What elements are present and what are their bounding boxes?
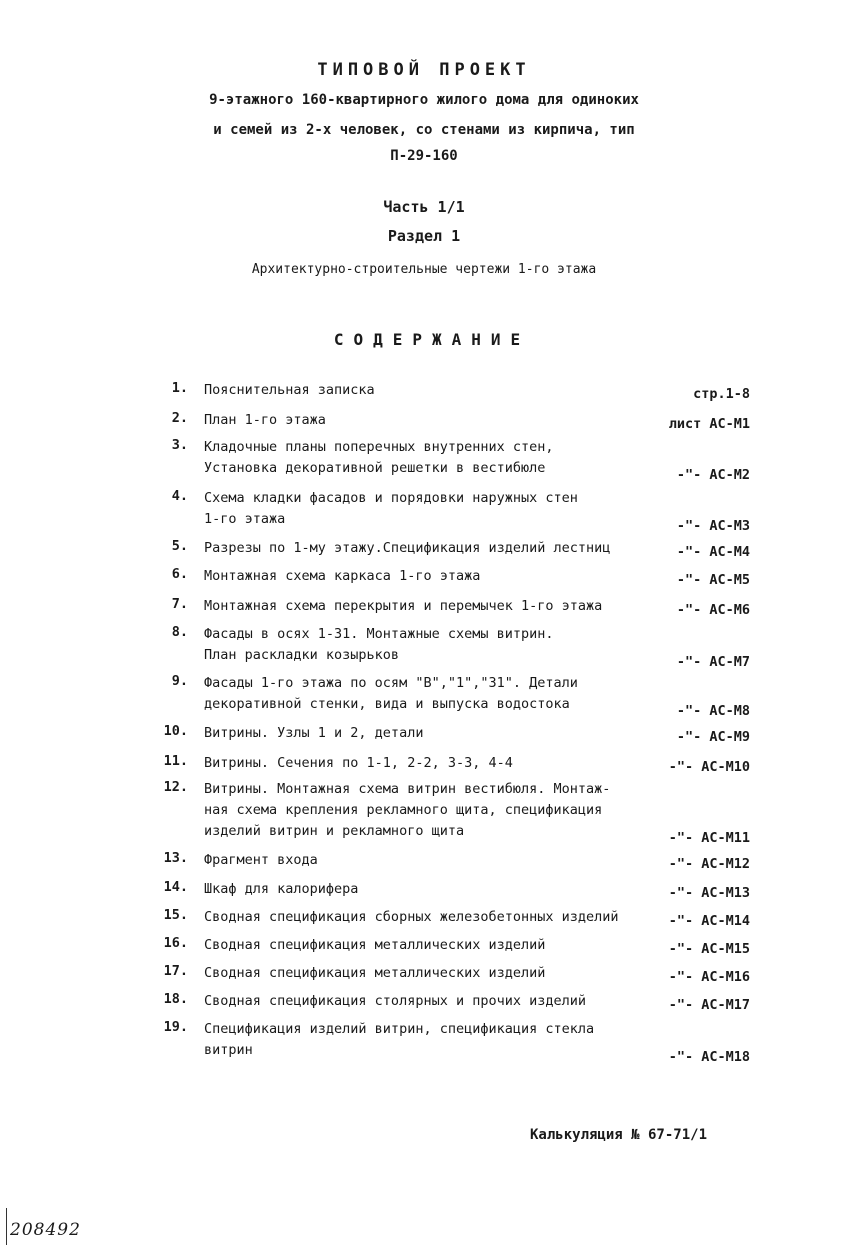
toc-entry-number: 3. [171, 437, 188, 453]
toc-entry-sheet-ref: -"- АС-М10 [668, 759, 750, 775]
toc-entry-sheet-ref: -"- АС-М7 [676, 654, 750, 670]
toc-entry-title-line: витрин [204, 1042, 253, 1058]
toc-entry-title-line: Сводная спецификация металлических изделий [204, 965, 546, 981]
toc-entry-title-line: Пояснительная записка [204, 382, 375, 398]
toc-entry-sheet-ref: -"- АС-М9 [676, 729, 750, 745]
toc-entry-number: 9. [171, 673, 188, 689]
toc-entry-title-line: Витрины. Узлы 1 и 2, детали [204, 725, 424, 741]
toc-entry-title [204, 673, 654, 715]
project-title-line-1: 9-этажного 160-квартирного жилого дома для одиноких [209, 92, 639, 108]
toc-entry-number: 6. [171, 566, 188, 582]
toc-entry-number: 5. [171, 538, 188, 554]
toc-entry-title [204, 410, 654, 431]
part-label: Часть 1/1 [383, 198, 465, 216]
toc-entry-number: 8. [171, 624, 188, 640]
toc-entry-title-line: Фрагмент входа [204, 852, 318, 868]
section-label: Раздел 1 [387, 227, 461, 245]
toc-entry-number: 16. [163, 935, 188, 951]
toc-entry-number: 14. [163, 879, 188, 895]
calculation-number: Калькуляция № 67-71/1 [530, 1127, 708, 1143]
toc-entry-sheet-ref: -"- АС-М13 [668, 885, 750, 901]
toc-entry-title [204, 437, 654, 479]
toc-entry-number: 10. [163, 723, 188, 739]
toc-entry-title-line: Сводная спецификация столярных и прочих изделий [204, 993, 587, 1009]
project-code: П-29-160 [390, 148, 458, 164]
toc-entry-title-line: План 1-го этажа [204, 412, 326, 428]
toc-entry-number: 19. [163, 1019, 188, 1035]
toc-entry-title-line: Кладочные планы поперечных внутренних стен, [204, 439, 554, 455]
toc-entry-title [204, 380, 654, 401]
toc-entry-number: 17. [163, 963, 188, 979]
toc-entry-title [204, 596, 654, 617]
toc-entry-title [204, 538, 654, 559]
toc-entry-number: 2. [171, 410, 188, 426]
toc-entry-title-line: ная схема крепления рекламного щита, спецификация [204, 802, 603, 818]
toc-entry-title [204, 753, 654, 774]
toc-entry-sheet-ref: лист АС-М1 [668, 416, 750, 432]
margin-line [6, 1208, 7, 1245]
toc-entry-title [204, 1019, 654, 1061]
toc-entry-title [204, 624, 654, 666]
toc-entry-title-line: Фасады 1-го этажа по осям "В","1","31". Детали [204, 675, 578, 691]
toc-entry-title-line: Схема кладки фасадов и порядовки наружных стен [204, 490, 578, 506]
toc-entry-sheet-ref: стр.1-8 [693, 386, 750, 402]
toc-entry-number: 4. [171, 488, 188, 504]
toc-entry-sheet-ref: -"- АС-М4 [676, 544, 750, 560]
toc-entry-sheet-ref: -"- АС-М6 [676, 602, 750, 618]
toc-entry-title [204, 879, 654, 900]
toc-entry-sheet-ref: -"- АС-М18 [668, 1049, 750, 1065]
toc-entry-title [204, 566, 654, 587]
toc-entry-number: 18. [163, 991, 188, 1007]
toc-entry-title [204, 488, 654, 530]
toc-entry-title [204, 850, 654, 871]
toc-entry-title-line: План раскладки козырьков [204, 647, 400, 663]
toc-entry-sheet-ref: -"- АС-М14 [668, 913, 750, 929]
document-type-heading: ТИПОВОЙ ПРОЕКТ [317, 60, 531, 80]
toc-entry-title-line: Фасады в осях 1-31. Монтажные схемы витрин. [204, 626, 554, 642]
toc-entry-title [204, 779, 654, 842]
toc-entry-number: 11. [163, 753, 188, 769]
toc-entry-sheet-ref: -"- АС-М2 [676, 467, 750, 483]
toc-entry-sheet-ref: -"- АС-М15 [668, 941, 750, 957]
toc-entry-number: 13. [163, 850, 188, 866]
toc-entry-title-line: декоративной стенки, вида и выпуска водостока [204, 696, 570, 712]
toc-entry-title-line: 1-го этажа [204, 511, 286, 527]
toc-entry-sheet-ref: -"- АС-М11 [668, 830, 750, 846]
toc-entry-title-line: Шкаф для калорифера [204, 881, 359, 897]
toc-entry-title [204, 991, 654, 1012]
toc-entry-title [204, 963, 654, 984]
toc-entry-title-line: Витрины. Монтажная схема витрин вестибюля. Монтаж- [204, 781, 611, 797]
toc-entry-sheet-ref: -"- АС-М17 [668, 997, 750, 1013]
archive-number: 208492 [10, 1220, 81, 1240]
toc-entry-title-line: Разрезы по 1-му этажу.Спецификация изделий лестниц [204, 540, 611, 556]
toc-entry-title-line: Витрины. Сечения по 1-1, 2-2, 3-3, 4-4 [204, 755, 513, 771]
section-subtitle: Архитектурно-строительные чертежи 1-го этажа [251, 262, 597, 277]
toc-entry-number: 15. [163, 907, 188, 923]
contents-heading: СОДЕРЖАНИЕ [333, 330, 531, 349]
toc-entry-sheet-ref: -"- АС-М3 [676, 518, 750, 534]
toc-entry-title-line: Спецификация изделий витрин, спецификация стекла [204, 1021, 595, 1037]
toc-entry-number: 7. [171, 596, 188, 612]
toc-entry-title-line: Сводная спецификация сборных железобетонных изделий [204, 909, 619, 925]
toc-entry-title-line: Сводная спецификация металлических изделий [204, 937, 546, 953]
toc-entry-title [204, 935, 654, 956]
toc-entry-title [204, 907, 654, 928]
toc-entry-title-line: Монтажная схема каркаса 1-го этажа [204, 568, 481, 584]
toc-entry-title [204, 723, 654, 744]
project-title-line-2: и семей из 2-х человек, со стенами из кирпича, тип [213, 122, 635, 138]
toc-entry-title-line: изделий витрин и рекламного щита [204, 823, 465, 839]
toc-entry-title-line: Монтажная схема перекрытия и перемычек 1-го этажа [204, 598, 603, 614]
toc-entry-number: 12. [163, 779, 188, 795]
toc-entry-sheet-ref: -"- АС-М16 [668, 969, 750, 985]
toc-entry-title-line: Установка декоративной решетки в вестибюле [204, 460, 546, 476]
toc-entry-sheet-ref: -"- АС-М5 [676, 572, 750, 588]
toc-entry-number: 1. [171, 380, 188, 396]
toc-entry-sheet-ref: -"- АС-М12 [668, 856, 750, 872]
toc-entry-sheet-ref: -"- АС-М8 [676, 703, 750, 719]
